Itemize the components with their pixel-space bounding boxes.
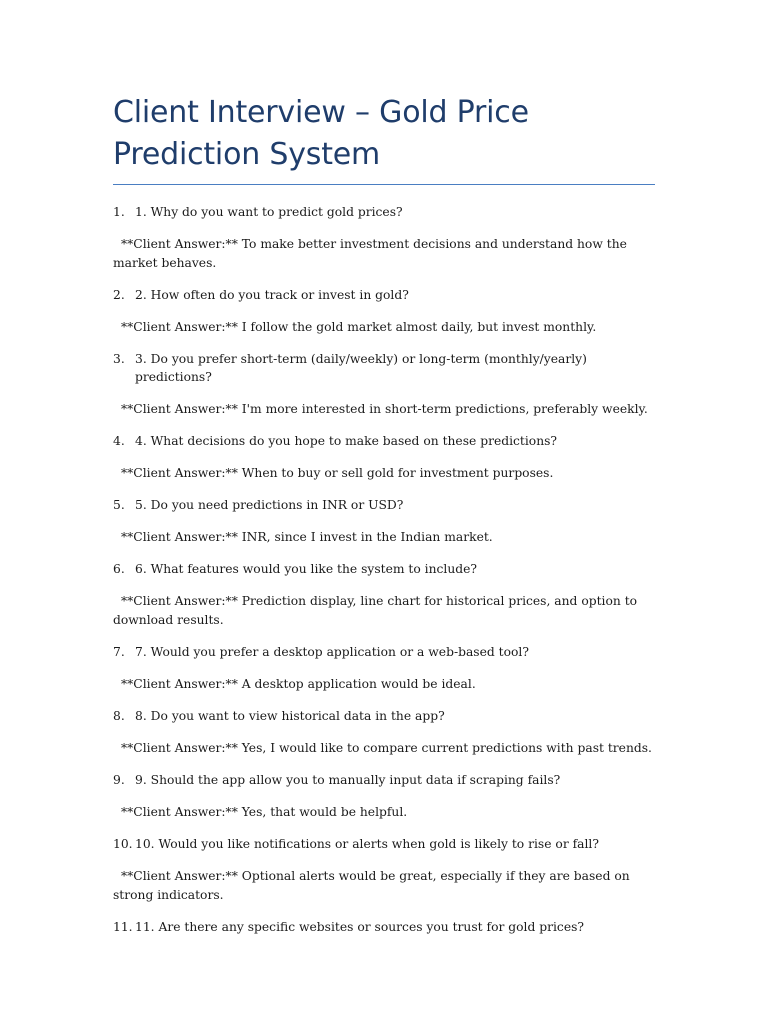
question-number: 3.	[113, 352, 125, 366]
question-text: 7. Would you prefer a desktop application or a web-based tool?	[135, 645, 529, 659]
question-item-1	[113, 203, 655, 221]
client-answer: **Client Answer:** Yes, that would be helpful.	[121, 805, 408, 819]
question-text: 2. How often do you track or invest in gold?	[135, 288, 409, 302]
question-item-3	[113, 350, 655, 386]
question-text: 1. Why do you want to predict gold prices?	[135, 205, 403, 219]
question-number: 4.	[113, 434, 125, 448]
question-text: 3. Do you prefer short-term (daily/weekly) or long-term (monthly/yearly) predictions?	[135, 352, 587, 384]
question-item-9	[113, 771, 655, 789]
document-page	[113, 92, 655, 950]
question-item-8	[113, 707, 655, 725]
question-number: 8.	[113, 709, 125, 723]
question-item-6	[113, 560, 655, 578]
question-number: 6.	[113, 562, 125, 576]
question-text: 10. Would you like notifications or alerts when gold is likely to rise or fall?	[135, 837, 599, 851]
question-item-11	[113, 918, 655, 936]
client-answer: **Client Answer:** When to buy or sell gold for investment purposes.	[121, 466, 554, 480]
question-number: 2.	[113, 288, 125, 302]
qa-list	[113, 203, 655, 936]
question-item-10	[113, 835, 655, 853]
question-text: 4. What decisions do you hope to make based on these predictions?	[135, 434, 558, 448]
question-item-5	[113, 496, 655, 514]
client-answer: **Client Answer:** Optional alerts would be great, especially if they are based on strong indicators.	[113, 869, 634, 902]
question-text: 11. Are there any specific websites or sources you trust for gold prices?	[135, 920, 584, 934]
question-text: 8. Do you want to view historical data in the app?	[135, 709, 445, 723]
client-answer: **Client Answer:** Yes, I would like to compare current predictions with past trends.	[121, 741, 652, 755]
page-title: Client Interview – Gold Price Prediction System	[113, 92, 655, 185]
question-text: 9. Should the app allow you to manually input data if scraping fails?	[135, 773, 561, 787]
question-number: 9.	[113, 773, 125, 787]
question-text: 5. Do you need predictions in INR or USD?	[135, 498, 404, 512]
question-number: 5.	[113, 498, 125, 512]
question-number: 11.	[113, 920, 133, 934]
question-number: 1.	[113, 205, 125, 219]
client-answer: **Client Answer:** To make better investment decisions and understand how the market behaves.	[113, 237, 631, 270]
question-item-7	[113, 643, 655, 661]
question-item-2	[113, 286, 655, 304]
question-item-4	[113, 432, 655, 450]
client-answer: **Client Answer:** I follow the gold market almost daily, but invest monthly.	[121, 320, 597, 334]
client-answer: **Client Answer:** INR, since I invest in the Indian market.	[121, 530, 493, 544]
client-answer: **Client Answer:** Prediction display, line chart for historical prices, and option to download results.	[113, 594, 641, 627]
question-text: 6. What features would you like the system to include?	[135, 562, 478, 576]
question-number: 7.	[113, 645, 125, 659]
question-number: 10.	[113, 837, 133, 851]
client-answer: **Client Answer:** I'm more interested in short-term predictions, preferably weekly.	[121, 402, 648, 416]
client-answer: **Client Answer:** A desktop application would be ideal.	[121, 677, 476, 691]
